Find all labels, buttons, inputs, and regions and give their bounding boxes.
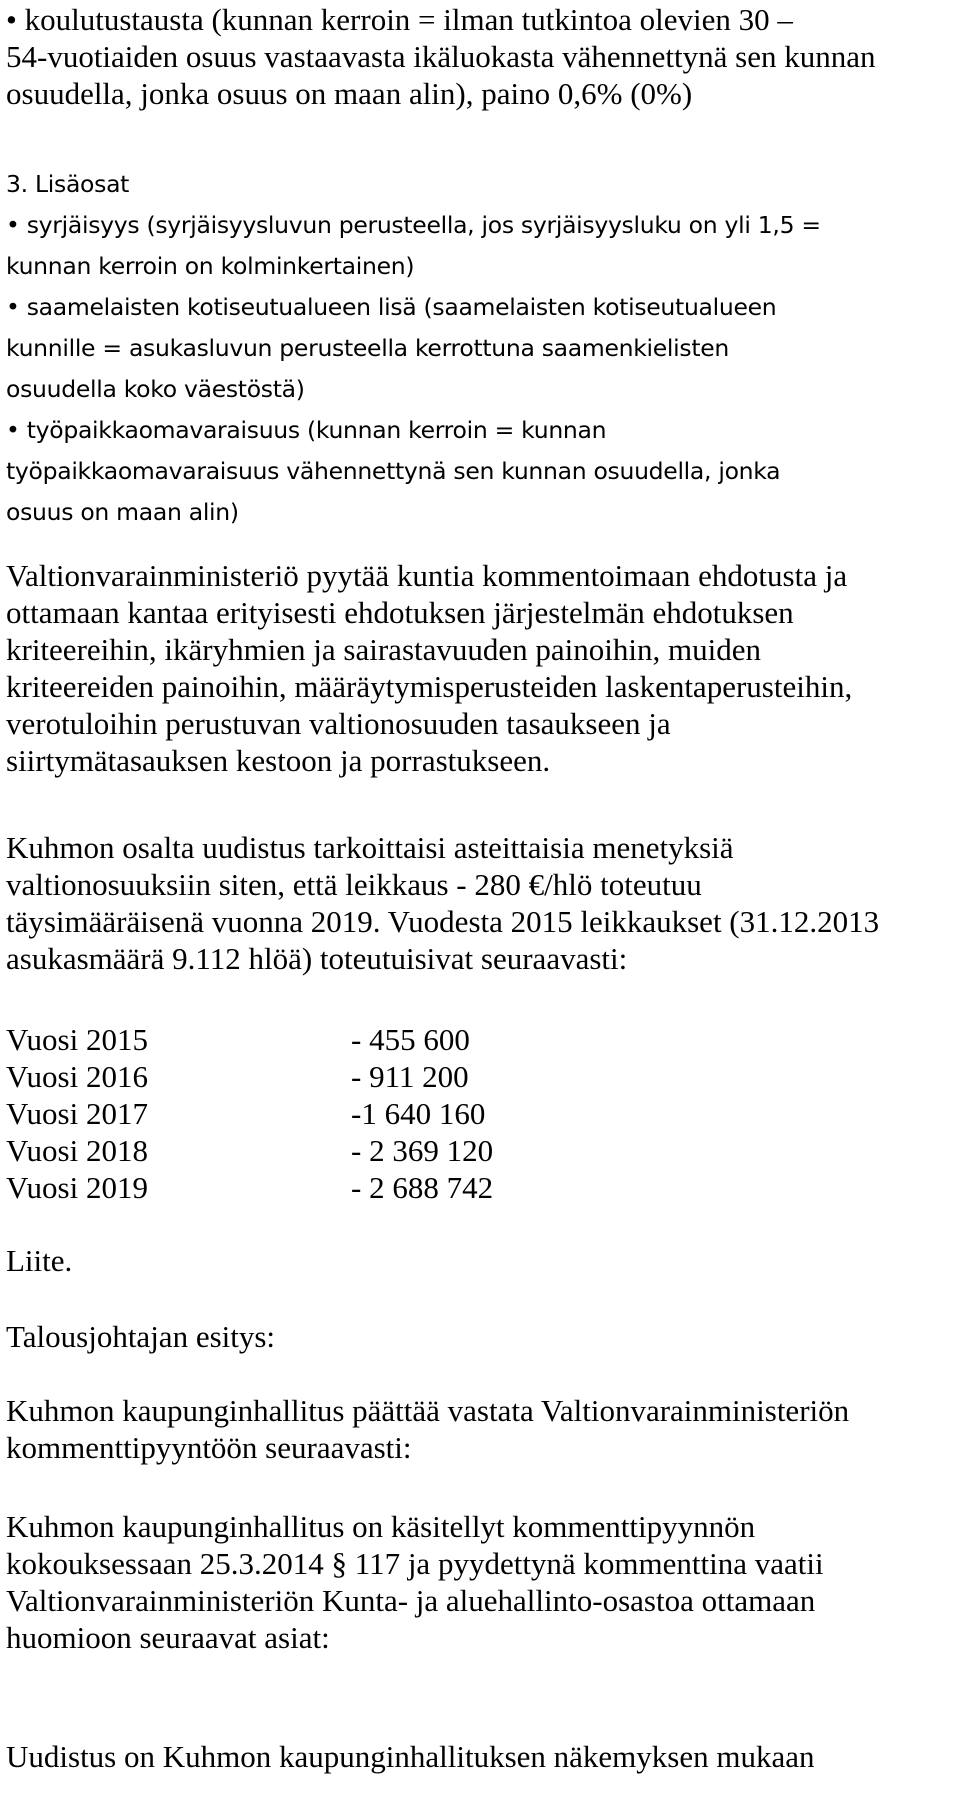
text-line: • syrjäisyys (syrjäisyysluvun perusteella, jos syrjäisyysluku on yli 1,5 =	[6, 211, 821, 239]
decision-paragraph	[6, 1392, 849, 1466]
text-line: verotuloihin perustuvan valtionosuuden tasaukseen ja	[6, 706, 671, 741]
year-cell: Vuosi 2015	[6, 1022, 148, 1057]
amount-cell: - 455 600	[351, 1022, 470, 1057]
table-row	[6, 1169, 493, 1206]
table-row	[6, 1058, 493, 1095]
text-line: kunnan kerroin on kolminkertainen)	[6, 252, 415, 280]
education-criterion-paragraph	[6, 1, 875, 112]
year-cell: Vuosi 2018	[6, 1133, 148, 1168]
table-row	[6, 1021, 493, 1058]
closing-paragraph	[6, 1738, 814, 1775]
text-line: Kuhmon kaupunginhallitus on käsitellyt kommenttipyynnön	[6, 1509, 756, 1544]
additional-parts-section	[6, 164, 821, 533]
ministry-request-paragraph	[6, 557, 852, 779]
table-row	[6, 1095, 493, 1132]
text-line: kriteereihin, ikäryhmien ja sairastavuuden painoihin, muiden	[6, 632, 761, 667]
year-cell: Vuosi 2017	[6, 1096, 148, 1131]
text-line: valtionosuuksiin siten, että leikkaus - 280 €/hlö toteutuu	[6, 867, 702, 902]
amount-cell: - 2 369 120	[351, 1133, 494, 1168]
attachment-text: Liite.	[6, 1243, 73, 1278]
proposal-heading-text: Talousjohtajan esitys:	[6, 1319, 276, 1354]
amount-cell: - 2 688 742	[351, 1170, 494, 1205]
text-line: ottamaan kantaa erityisesti ehdotuksen järjestelmän ehdotuksen	[6, 595, 794, 630]
text-line: osuus on maan alin)	[6, 498, 239, 526]
text-line: osuudella koko väestöstä)	[6, 375, 305, 403]
text-line: • työpaikkaomavaraisuus (kunnan kerroin = kunnan	[6, 416, 607, 444]
section-heading: 3. Lisäosat	[6, 170, 130, 198]
text-line: Kuhmon kaupunginhallitus päättää vastata Valtionvarainministeriön	[6, 1393, 850, 1428]
text-line: täysimääräisenä vuonna 2019. Vuodesta 2015 leikkaukset (31.12.2013	[6, 904, 880, 939]
text-line: siirtymätasauksen kestoon ja porrastukseen.	[6, 743, 551, 778]
text-line: Valtionvarainministeriön Kunta- ja aluehallinto-osastoa ottamaan	[6, 1583, 816, 1618]
text-line: 54-vuotiaiden osuus vastaavasta ikäluokasta vähennettynä sen kunnan	[6, 39, 876, 74]
text-line: osuudella, jonka osuus on maan alin), paino 0,6% (0%)	[6, 76, 693, 111]
text-line: työpaikkaomavaraisuus vähennettynä sen kunnan osuudella, jonka	[6, 457, 781, 485]
text-line: kokouksessaan 25.3.2014 § 117 ja pyydettynä kommenttina vaatii	[6, 1546, 824, 1581]
table-row	[6, 1132, 493, 1169]
attachment-label	[6, 1242, 72, 1279]
text-line: huomioon seuraavat asiat:	[6, 1620, 330, 1655]
text-line: Uudistus on Kuhmon kaupunginhallituksen näkemyksen mukaan	[6, 1739, 815, 1774]
kuhmo-impact-paragraph	[6, 829, 879, 977]
year-cell: Vuosi 2016	[6, 1059, 148, 1094]
year-cell: Vuosi 2019	[6, 1170, 148, 1205]
text-line: kunnille = asukasluvun perusteella kerrottuna saamenkielisten	[6, 334, 729, 362]
text-line: • saamelaisten kotiseutualueen lisä (saamelaisten kotiseutualueen	[6, 293, 777, 321]
text-line: • koulutustausta (kunnan kerroin = ilman tutkintoa olevien 30 –	[6, 2, 793, 37]
cuts-table	[6, 1021, 493, 1206]
proposal-heading	[6, 1318, 275, 1355]
text-line: kommenttipyyntöön seuraavasti:	[6, 1430, 412, 1465]
text-line: Valtionvarainministeriö pyytää kuntia kommentoimaan ehdotusta ja	[6, 558, 848, 593]
amount-cell: -1 640 160	[351, 1096, 486, 1131]
text-line: Kuhmon osalta uudistus tarkoittaisi asteittaisia menetyksiä	[6, 830, 734, 865]
amount-cell: - 911 200	[351, 1059, 469, 1094]
comment-paragraph	[6, 1508, 824, 1656]
text-line: asukasmäärä 9.112 hlöä) toteutuisivat seuraavasti:	[6, 941, 628, 976]
text-line: kriteereiden painoihin, määräytymisperusteiden laskentaperusteihin,	[6, 669, 853, 704]
